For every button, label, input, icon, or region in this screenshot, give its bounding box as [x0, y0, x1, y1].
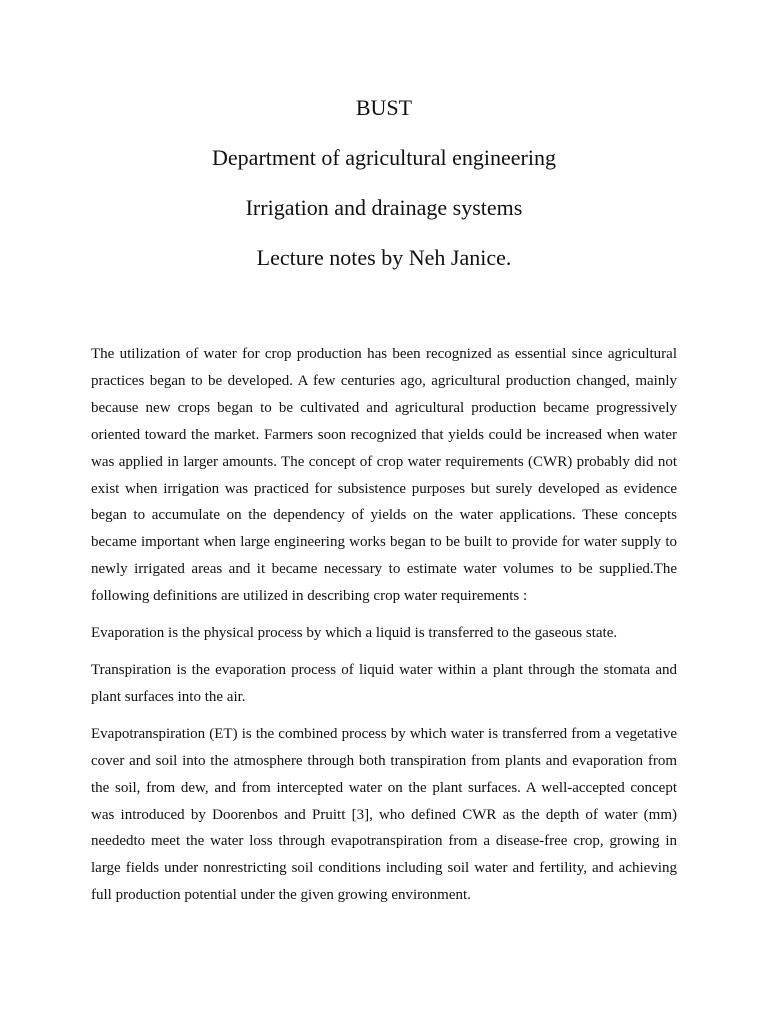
intro-paragraph: The utilization of water for crop production has been recognized as essential since agricultural practices began to be developed. A few centuries ago, agricultural production changed, mainly because new crops began to be cultivated and agricultural production became progressively oriented toward the market. Farmers soon recognized that yields could be increased when water was applied in larger amounts. The concept of crop water requirements (CWR) probably did not exist when irrigation was practiced for subsistence purposes but surely developed as evidence began to accumulate on the dependency of yields on the water applications. These concepts became important when large engineering works began to be built to provide for water supply to newly irrigated areas and it became necessary to estimate water volumes to be supplied.The following definitions are utilized in describing crop water requirements : [91, 346, 677, 605]
transpiration-definition: Transpiration is the evaporation process of liquid water within a plant through the stomata and plant surfaces into the air. [91, 661, 677, 705]
institution-title: BUST [355, 95, 413, 120]
evaporation-definition: Evaporation is the physical process by which a liquid is transferred to the gaseous state. [91, 625, 618, 642]
department-title: Department of agricultural engineering [212, 145, 556, 170]
body-text [91, 341, 677, 919]
evapotranspiration-definition: Evapotranspiration (ET) is the combined process by which water is transferred from a vegetative cover and soil into the atmosphere through both transpiration from plants and evaporation from the soil, from dew, and from intercepted water on the plant surfaces. A well-accepted concept was introduced by Doorenbos and Pruitt [3], who defined CWR as the depth of water (mm) neededto meet the water loss through evapotranspiration from a disease-free crop, growing in large fields under nonrestricting soil conditions including soil water and fertility, and achieving full production potential under the given growing environment. [91, 725, 677, 904]
author-line: Lecture notes by Neh Janice. [256, 245, 512, 270]
course-title: Irrigation and drainage systems [245, 195, 523, 220]
title-block [0, 93, 768, 293]
